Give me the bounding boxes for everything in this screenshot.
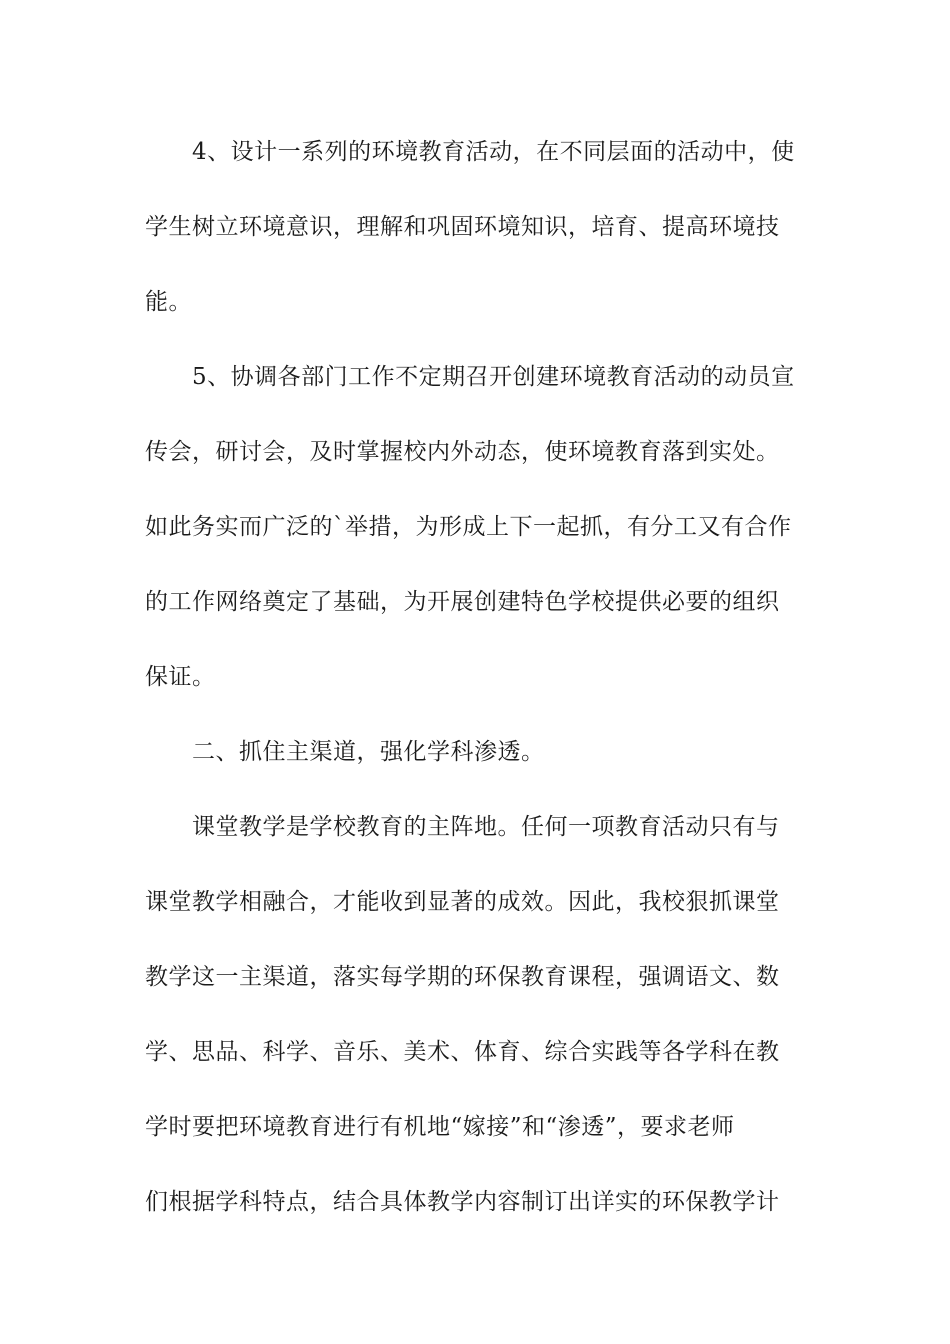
- paragraph-5-line-3: 如此务实而广泛的`举措，为形成上下一起抓，有分工又有合作: [145, 514, 792, 540]
- paragraph-classroom-line-2: 课堂教学相融合，才能收到显著的成效。因此，我校狠抓课堂: [145, 889, 780, 915]
- paragraph-4-line-2: 学生树立环境意识，理解和巩固环境知识，培育、提高环境技: [145, 214, 780, 240]
- paragraph-5-line-2: 传会，研讨会，及时掌握校内外动态，使环境教育落到实处。: [145, 439, 780, 465]
- paragraph-classroom-line-6: 们根据学科特点，结合具体教学内容制订出详实的环保教学计: [145, 1189, 780, 1215]
- paragraph-4-line-3: 能。: [145, 289, 192, 315]
- paragraph-5-line-4: 的工作网络奠定了基础，为开展创建特色学校提供必要的组织: [145, 589, 780, 615]
- section-heading: 二、抓住主渠道，强化学科渗透。: [192, 739, 545, 765]
- paragraph-classroom-line-5: 学时要把环境教育进行有机地“嫁接”和“渗透”，要求老师: [145, 1114, 735, 1140]
- document-body: [145, 128, 807, 1253]
- paragraph-classroom-line-1: 课堂教学是学校教育的主阵地。任何一项教育活动只有与: [192, 814, 780, 840]
- paragraph-classroom-line-3: 教学这一主渠道，落实每学期的环保教育课程，强调语文、数: [145, 964, 780, 990]
- paragraph-5-line-1: 5、协调各部门工作不定期召开创建环境教育活动的动员宣: [192, 364, 795, 390]
- paragraph-classroom-line-4: 学、思品、科学、音乐、美术、体育、综合实践等各学科在教: [145, 1039, 780, 1065]
- paragraph-4-line-1: 4、设计一系列的环境教育活动，在不同层面的活动中，使: [192, 139, 795, 165]
- paragraph-5-line-5: 保证。: [145, 664, 216, 690]
